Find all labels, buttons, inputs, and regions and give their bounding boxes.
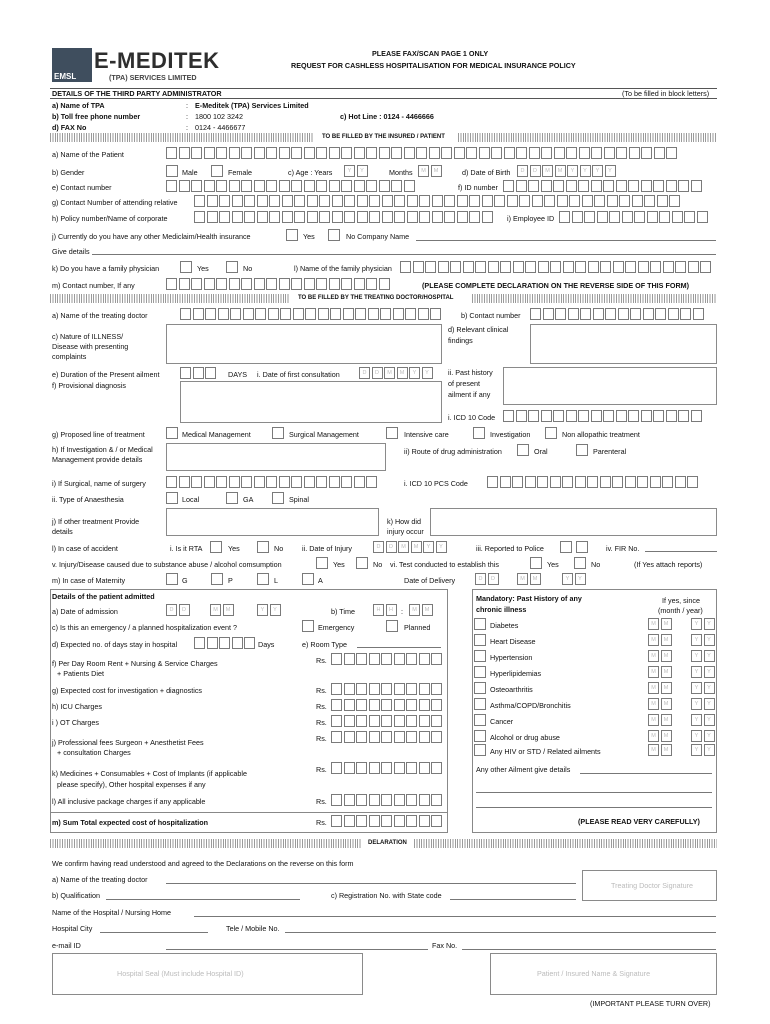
other-insurance-yes[interactable] <box>286 229 298 241</box>
past-history-field[interactable] <box>503 367 717 405</box>
rta-yes[interactable] <box>210 541 222 553</box>
read-carefully-note: (PLEASE READ VERY CAREFULLY) <box>578 817 700 826</box>
illness-label: Cancer <box>490 717 514 726</box>
medicines-label-2: please specify), Other hospital expenses if any <box>57 780 206 789</box>
other-treatment-label-1: j) If other treatment Provide <box>52 517 140 526</box>
admission-year-boxes[interactable]: Y Y <box>257 604 281 616</box>
illness-year-boxes[interactable]: Y Y <box>691 650 715 662</box>
yes-label: Yes <box>228 544 240 553</box>
no-label: No <box>274 544 284 553</box>
rta-no[interactable] <box>257 541 269 553</box>
investigation-details-field[interactable] <box>166 443 386 471</box>
intensive-care-label: Intensive care <box>404 430 449 439</box>
rs-label: Rs. <box>316 734 327 743</box>
non-allopathic-label: Non allopathic treatment <box>562 430 640 439</box>
doctor-name-label: a) Name of the treating doctor <box>52 311 148 320</box>
surgical-mgmt-checkbox[interactable] <box>272 427 284 439</box>
surgery-name-boxes[interactable] <box>166 476 377 488</box>
medical-mgmt-checkbox[interactable] <box>166 427 178 439</box>
professional-fees-boxes[interactable] <box>331 731 442 743</box>
room-rent-label-1: f) Per Day Room Rent + Nursing & Service Charges <box>52 659 218 668</box>
rs-label: Rs. <box>316 686 327 695</box>
family-physician-label: k) Do you have a family physician <box>52 264 160 273</box>
illness-year-boxes[interactable]: Y Y <box>691 682 715 694</box>
male-label: Male <box>182 168 198 177</box>
illness-year-boxes[interactable]: Y Y <box>691 618 715 630</box>
tpa-b-value: 1800 102 3242 <box>195 112 243 121</box>
fir-label: iv. FIR No. <box>606 544 640 553</box>
family-physician-yes[interactable] <box>180 261 192 273</box>
relative-contact-boxes[interactable] <box>194 195 680 207</box>
illness-checkbox[interactable] <box>474 714 486 726</box>
illness-month-boxes[interactable]: M M <box>648 650 672 662</box>
illness-year-boxes[interactable]: Y Y <box>691 714 715 726</box>
illness-month-boxes[interactable]: M M <box>648 730 672 742</box>
p-label: P <box>228 576 233 585</box>
months-label: Months <box>389 168 413 177</box>
registration-label: c) Registration No. with State code <box>331 891 442 900</box>
ot-label: i ) OT Charges <box>52 718 99 727</box>
surgery-name-label: i) If Surgical, name of surgery <box>52 479 146 488</box>
no-label: No <box>591 560 601 569</box>
planned-option: Planned <box>404 623 431 632</box>
injury-occur-field[interactable] <box>430 508 717 536</box>
illness-month-boxes[interactable]: M M <box>648 634 672 646</box>
hospital-seal-label: Hospital Seal (Must include Hospital ID) <box>117 969 244 978</box>
illness-year-boxes[interactable]: Y Y <box>691 698 715 710</box>
age-label: c) Age : Years <box>288 168 333 177</box>
substance-no[interactable] <box>356 557 368 569</box>
room-rent-label-2: + Patients Diet <box>57 669 104 678</box>
rs-label: Rs. <box>316 765 327 774</box>
sum-total-boxes[interactable] <box>331 815 442 827</box>
delivery-date-boxes[interactable]: D D <box>475 573 499 585</box>
days-unit: Days <box>258 640 275 649</box>
tpa-a-value: E-Meditek (TPA) Services Limited <box>195 101 309 110</box>
rs-label: Rs. <box>316 702 327 711</box>
doctor-contact-boxes[interactable] <box>530 308 704 320</box>
illness-label: Diabetes <box>490 621 519 630</box>
first-consultation-label: i. Date of first consultation <box>257 370 340 379</box>
illness-checkbox[interactable] <box>474 666 486 678</box>
time-minute-boxes[interactable]: M M <box>409 604 433 616</box>
icd10-label: i. ICD 10 Code <box>448 413 496 422</box>
substance-abuse-label: v. Injury/Disease caused due to substance abuse / alcohol comsumption <box>52 560 282 569</box>
colon: : <box>186 123 188 132</box>
qualification-label: b) Qualification <box>52 891 100 900</box>
test-yes[interactable] <box>530 557 542 569</box>
duration-boxes[interactable] <box>180 367 216 379</box>
illness-checkbox[interactable] <box>474 618 486 630</box>
email-label: e-mail ID <box>52 941 81 950</box>
past-history-label-3: ailment if any <box>448 390 491 399</box>
insured-title: TO BE FILLED BY THE INSURED / PATIENT <box>322 134 445 140</box>
parenteral-label: Parenteral <box>593 447 627 456</box>
illness-month-boxes[interactable]: M M <box>648 682 672 694</box>
rs-label: Rs. <box>316 718 327 727</box>
ga-label: GA <box>243 495 254 504</box>
admission-month-boxes[interactable]: M M <box>210 604 234 616</box>
icd10-pcs-boxes[interactable] <box>487 476 698 488</box>
hospital-name-label: Name of the Hospital / Nursing Home <box>52 908 172 917</box>
tpa-title: DETAILS OF THE THIRD PARTY ADMINISTRATOR <box>52 89 222 98</box>
colon: : <box>186 101 188 110</box>
employee-id-boxes[interactable] <box>559 211 708 223</box>
yes-label: Yes <box>303 232 315 241</box>
injury-occur-label-2: injury occur <box>387 527 424 536</box>
injury-date-boxes[interactable]: D D M M Y Y <box>373 541 447 553</box>
yes-label: Yes <box>197 264 209 273</box>
illness-month-boxes[interactable]: M M <box>648 744 672 756</box>
declaration-note: (PLEASE COMPLETE DECLARATION ON THE REVERSE SIDE OF THIS FORM) <box>422 281 690 290</box>
rs-label: Rs. <box>316 797 327 806</box>
illness-label: Alcohol or drug abuse <box>490 733 560 742</box>
duration-label: e) Duration of the Present ailment <box>52 370 160 379</box>
illness-label: Any HIV or STD / Related ailments <box>490 747 601 756</box>
history-title-2: chronic illness <box>476 605 527 614</box>
doctor-signature-label: Treating Doctor Signature <box>611 881 694 890</box>
id-number-label: f) ID number <box>458 183 498 192</box>
clinical-findings-label-1: d) Relevant clinical <box>448 325 509 334</box>
patient-name-label: a) Name of the Patient <box>52 150 124 159</box>
illness-month-boxes[interactable]: M M <box>648 618 672 630</box>
injury-occur-label-1: k) How did <box>387 517 421 526</box>
delivery-month-boxes[interactable]: M M <box>517 573 541 585</box>
female-checkbox[interactable] <box>211 165 223 177</box>
non-allopathic-checkbox[interactable] <box>545 427 557 439</box>
employee-id-label: i) Employee ID <box>507 214 555 223</box>
maternity-label: m) In case of Maternity <box>52 576 126 585</box>
admission-date-label: a) Date of admission <box>52 607 118 616</box>
delivery-date-label: Date of Delivery <box>404 576 456 585</box>
no-label: No <box>243 264 253 273</box>
illness-month-boxes[interactable]: M M <box>648 714 672 726</box>
past-history-label-1: ii. Past history <box>448 368 493 377</box>
policy-label: h) Policy number/Name of corporate <box>52 214 168 223</box>
intensive-care-checkbox[interactable] <box>386 427 398 439</box>
injury-date-label: ii. Date of Injury <box>302 544 352 553</box>
illness-label: Hypertension <box>490 653 533 662</box>
a-label: A <box>318 576 323 585</box>
history-title-1: Mandatory: Past History of any <box>476 594 582 603</box>
logo-sub: (TPA) SERVICES LIMITED <box>109 73 197 82</box>
physician-contact-label: m) Contact number, If any <box>52 281 135 290</box>
logo-emsl: EMSL <box>54 72 77 81</box>
yes-label: Yes <box>547 560 559 569</box>
other-insurance-label: j) Currently do you have any other Mediclaim/Health insurance <box>52 232 251 241</box>
illness-year-boxes[interactable]: Y Y <box>691 634 715 646</box>
clinical-findings-label-2: findings <box>448 336 473 345</box>
illness-label: Asthma/COPD/Bronchitis <box>490 701 571 710</box>
no-label: No <box>373 560 383 569</box>
professional-fees-label-1: j) Professional fees Surgeon + Anesthetist Fees <box>52 738 204 747</box>
decl-doctor-label: a) Name of the treating doctor <box>52 875 148 884</box>
maternity-a[interactable] <box>302 573 314 585</box>
doctor-name-boxes[interactable] <box>180 308 441 320</box>
tpa-a-label: a) Name of TPA <box>52 101 105 110</box>
delivery-year-boxes[interactable]: Y Y <box>562 573 586 585</box>
police-no[interactable] <box>576 541 588 553</box>
illness-label-3: complaints <box>52 352 87 361</box>
admission-date-boxes[interactable]: D D <box>166 604 190 616</box>
turn-over-note: (IMPORTANT PLEASE TURN OVER) <box>590 999 711 1008</box>
logo <box>52 48 238 86</box>
medicines-label-1: k) Medicines + Consumables + Cost of Implants (if applicable <box>52 769 247 778</box>
physician-name-boxes[interactable] <box>400 261 711 273</box>
expected-days-label: d) Expected no. of days stay in hospital <box>52 640 178 649</box>
rs-label: Rs. <box>316 656 327 665</box>
colon: : <box>186 112 188 121</box>
investigation-cost-label: g) Expected cost for investigation + diagnostics <box>52 686 203 695</box>
illness-checkbox[interactable] <box>474 682 486 694</box>
tpa-d-value: 0124 - 4466677 <box>195 123 246 132</box>
illness-label: Heart Disease <box>490 637 536 646</box>
fax-label: Fax No. <box>432 941 458 950</box>
ot-boxes[interactable] <box>331 715 442 727</box>
route-label: ii) Route of drug administration <box>404 447 502 456</box>
planned-checkbox[interactable] <box>386 620 398 632</box>
ga-checkbox[interactable] <box>226 492 238 504</box>
since-label-2: (month / year) <box>658 606 703 615</box>
test-conducted-label: vi. Test conducted to establish this <box>390 560 499 569</box>
investigation-checkbox[interactable] <box>473 427 485 439</box>
icd10-pcs-label: i. ICD 10 PCS Code <box>404 479 468 488</box>
emergency-label: c) Is this an emergency / a planned hospitalization event ? <box>52 623 237 632</box>
contact-boxes[interactable] <box>166 180 415 192</box>
age-months-boxes[interactable]: M M <box>418 165 442 177</box>
doctor-contact-label: b) Contact number <box>461 311 521 320</box>
time-colon: : <box>401 607 403 616</box>
give-details-label: Give details <box>52 247 90 256</box>
l-label: L <box>274 576 278 585</box>
local-checkbox[interactable] <box>166 492 178 504</box>
maternity-p[interactable] <box>211 573 223 585</box>
dob-label: d) Date of Birth <box>462 168 511 177</box>
room-rent-boxes[interactable] <box>331 653 442 665</box>
gender-label: b) Gender <box>52 168 85 177</box>
relative-contact-label: g) Contact Number of attending relative <box>52 198 178 207</box>
icu-boxes[interactable] <box>331 699 442 711</box>
local-label: Local <box>182 495 200 504</box>
spinal-label: Spinal <box>289 495 309 504</box>
professional-fees-label-2: + consultation Charges <box>57 748 131 757</box>
investigation-details-label-1: h) If Investigation & / or Medical <box>52 445 153 454</box>
dob-boxes[interactable]: D D M M Y Y Y Y <box>517 165 616 177</box>
illness-month-boxes[interactable]: M M <box>648 666 672 678</box>
illness-checkbox[interactable] <box>474 698 486 710</box>
illness-month-boxes[interactable]: M M <box>648 698 672 710</box>
diagnosis-field[interactable] <box>180 381 442 423</box>
male-checkbox[interactable] <box>166 165 178 177</box>
patient-name-boxes[interactable] <box>166 147 677 159</box>
hospital-city-label: Hospital City <box>52 924 93 933</box>
police-label: iii. Reported to Police <box>476 544 544 553</box>
police-yes[interactable] <box>560 541 572 553</box>
header-line2: REQUEST FOR CASHLESS HOSPITALISATION FOR MEDICAL INSURANCE POLICY <box>291 61 576 70</box>
illness-label: Hyperlipidemias <box>490 669 542 678</box>
emergency-checkbox[interactable] <box>302 620 314 632</box>
maternity-g[interactable] <box>166 573 178 585</box>
oral-label: Oral <box>534 447 548 456</box>
medicines-boxes[interactable] <box>331 762 442 774</box>
age-years-boxes[interactable]: Y Y <box>344 165 368 177</box>
illness-label-2: Disease with presenting <box>52 342 129 351</box>
maternity-l[interactable] <box>257 573 269 585</box>
rs-label: Rs. <box>316 818 327 827</box>
illness-label-1: c) Nature of ILLNESS/ <box>52 332 124 341</box>
accident-label: l) In case of accident <box>52 544 118 553</box>
attach-reports-label: (If Yes attach reports) <box>634 560 703 569</box>
patient-signature-label: Patient / Insured Name & Signature <box>537 969 651 978</box>
illness-year-boxes[interactable]: Y Y <box>691 744 715 756</box>
illness-checkbox[interactable] <box>474 650 486 662</box>
illness-year-boxes[interactable]: Y Y <box>691 730 715 742</box>
emergency-option: Emergency <box>318 623 355 632</box>
investigation-cost-boxes[interactable] <box>331 683 442 695</box>
days-label: DAYS <box>228 370 248 379</box>
oral-checkbox[interactable] <box>517 444 529 456</box>
illness-year-boxes[interactable]: Y Y <box>691 666 715 678</box>
declaration-title: DELARATION <box>368 840 407 846</box>
parenteral-checkbox[interactable] <box>576 444 588 456</box>
time-hour-boxes[interactable]: H H <box>373 604 397 616</box>
test-no[interactable] <box>574 557 586 569</box>
company-name-label: No Company Name <box>346 232 410 241</box>
illness-checkbox[interactable] <box>474 744 486 756</box>
confirm-text: We confirm having read understood and agreed to the Declarations on the reverse on this form <box>52 859 354 868</box>
illness-label: Osteoarthritis <box>490 685 533 694</box>
icu-label: h) ICU Charges <box>52 702 102 711</box>
rta-label: i. Is it RTA <box>170 544 203 553</box>
past-history-label-2: of present <box>448 379 480 388</box>
spinal-checkbox[interactable] <box>272 492 284 504</box>
physician-name-label: l) Name of the family physician <box>294 264 392 273</box>
policy-boxes[interactable] <box>194 211 493 223</box>
tpa-b-label: b) Toll free phone number <box>52 112 141 121</box>
other-ailment-label: Any other Ailment give details <box>476 765 571 774</box>
investigation-label: Investigation <box>490 430 531 439</box>
diagnosis-label: f) Provisional diagnosis <box>52 381 126 390</box>
other-insurance-no[interactable] <box>328 229 340 241</box>
anaesthesia-label: ii. Type of Anaesthesia <box>52 495 124 504</box>
first-consultation-boxes[interactable]: D D M M Y Y <box>359 367 433 379</box>
package-charges-label: l) All inclusive package charges if any applicable <box>52 797 206 806</box>
treatment-line-label: g) Proposed line of treatment <box>52 430 145 439</box>
surgical-mgmt-label: Surgical Management <box>289 430 359 439</box>
hospital-title: TO BE FILLED BY THE TREATING DOCTOR/HOSPITAL <box>298 295 454 301</box>
investigation-details-label-2: Management provide details <box>52 455 143 464</box>
since-label-1: If yes, since <box>662 596 700 605</box>
medical-mgmt-label: Medical Management <box>182 430 251 439</box>
admission-title: Details of the patient admitted <box>52 592 155 601</box>
logo-name: E-MEDITEK <box>94 48 220 73</box>
physician-contact-boxes[interactable] <box>166 278 390 290</box>
illness-checkbox[interactable] <box>474 634 486 646</box>
tpa-d-label: d) FAX No <box>52 123 87 132</box>
sum-total-label: m) Sum Total expected cost of hospitalization <box>52 818 209 827</box>
tpa-note: (To be filled in block letters) <box>622 89 710 98</box>
id-number-boxes[interactable] <box>503 180 702 192</box>
contact-label: e) Contact number <box>52 183 112 192</box>
time-label: b) Time <box>331 607 355 616</box>
tpa-c-label: c) Hot Line : 0124 - 4466666 <box>340 112 434 121</box>
header-line1: PLEASE FAX/SCAN PAGE 1 ONLY <box>372 49 489 58</box>
g-label: G <box>182 576 188 585</box>
icd10-boxes[interactable] <box>503 410 702 422</box>
other-treatment-label-2: details <box>52 527 73 536</box>
tele-mobile-label: Tele / Mobile No. <box>226 924 280 933</box>
female-label: Female <box>228 168 252 177</box>
yes-label: Yes <box>333 560 345 569</box>
expected-days-boxes[interactable] <box>194 637 255 649</box>
package-charges-boxes[interactable] <box>331 794 442 806</box>
illness-checkbox[interactable] <box>474 730 486 742</box>
substance-yes[interactable] <box>316 557 328 569</box>
other-treatment-field[interactable] <box>166 508 379 536</box>
family-physician-no[interactable] <box>226 261 238 273</box>
room-type-label: e) Room Type <box>302 640 348 649</box>
clinical-findings-field[interactable] <box>530 324 717 364</box>
illness-field[interactable] <box>166 324 442 364</box>
